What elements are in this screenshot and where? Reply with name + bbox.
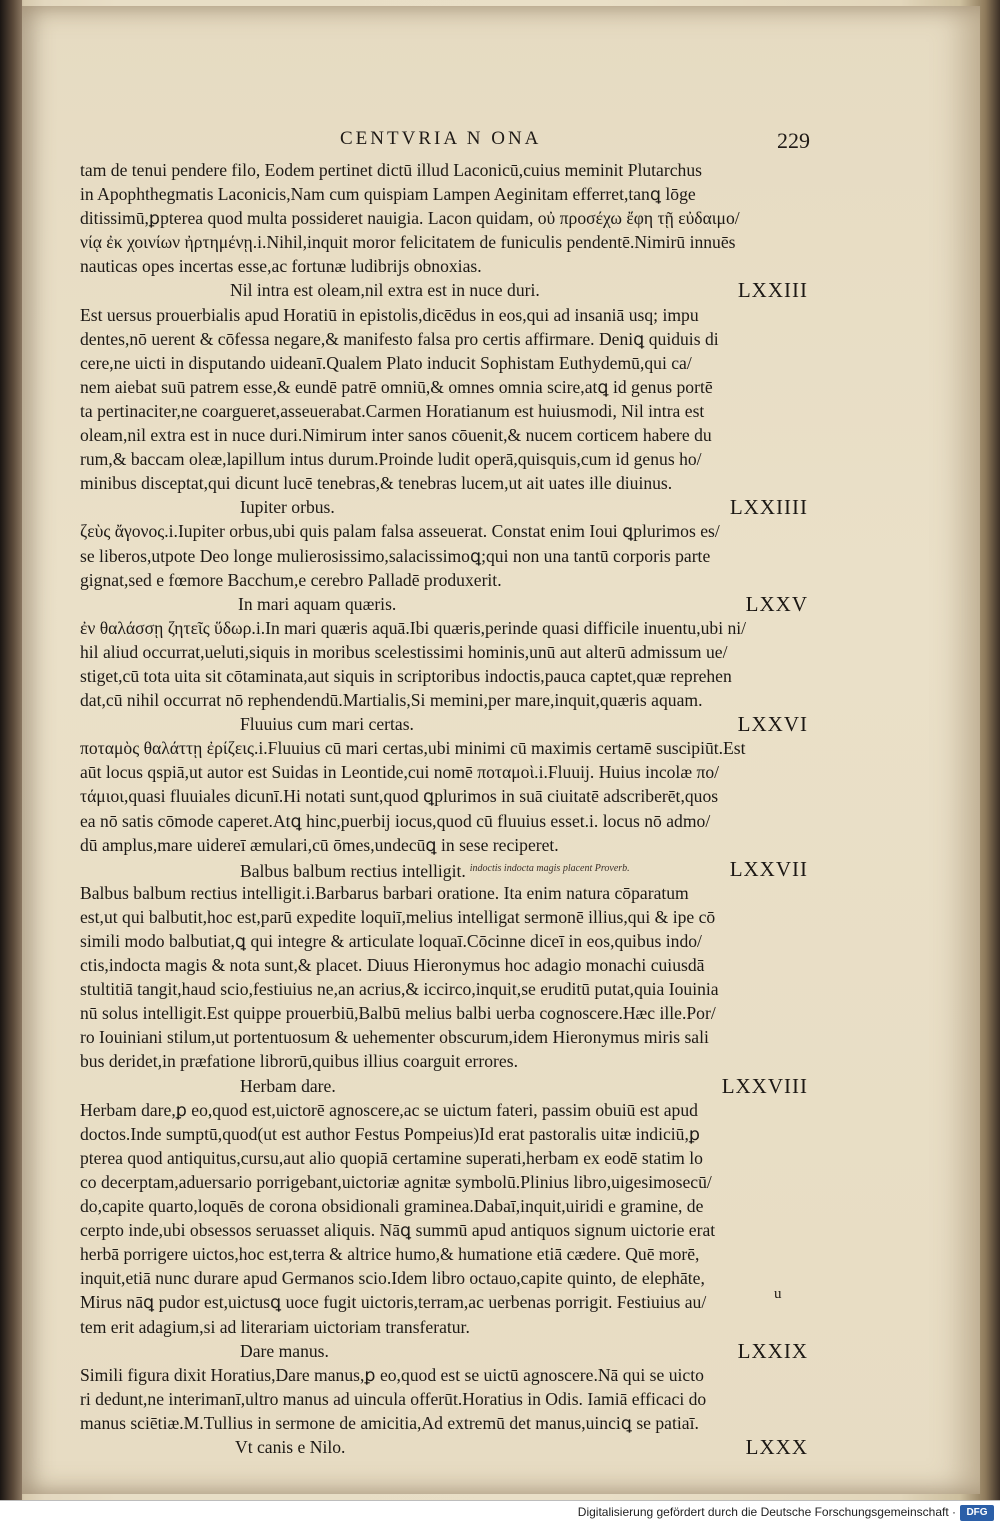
adage-heading: [80, 1339, 820, 1363]
text-line: herbā porrigere uictos,hoc est,terra & altrice humo,& humatione etiā cædere. Quē morē,: [80, 1244, 700, 1265]
text-line: dentes,nō uerent & cōfessa negare,& manifesto falsa pro certis affirmare. Deniꝗ quiduis di: [80, 328, 719, 349]
text-line: τάμιοι,quasi fluuiales dicunī.Hi notati sunt,quod ꝗplurimos in suā ciuitatē adscriberēt,quos: [80, 786, 719, 807]
text-line: cere,ne uicti in disputando uideanī.Qualem Plato inducit Sophistam Euthydemū,qui ca/: [80, 352, 692, 373]
text-line: inquit,etiā nunc durare apud Germanos scio.Idem libro octauo,capite quinto, de elephāte,: [80, 1268, 705, 1289]
adage-title: Fluuius cum mari certas.: [240, 714, 414, 735]
text-line: gignat,sed e fœmore Bacchum,e cerebro Palladē produxerit.: [80, 569, 502, 590]
text-line: ἐν θαλάσσῃ ζητεῖς ὕδωρ.i.In mari quæris aquā.Ibi quæris,perinde quasi difficile inuentu,ubi ni/: [80, 617, 747, 638]
text-line: ri dedunt,ne interimanī,ultro manus ad uincula offerūt.Horatius in Odis. Iamiā efficaci do: [80, 1388, 707, 1409]
text-line: ro Iouiniani stilum,ut portentuosum & uehementer obscurum,idem Hieronymus miris sali: [80, 1027, 709, 1048]
text-line: cerpto inde,ubi obsessos seruasset aliquis. Nāꝗ summū apud antiquos signum uictorie erat: [80, 1220, 716, 1241]
adage-title: Nil intra est oleam,nil extra est in nuce duri.: [230, 280, 540, 301]
adage-heading: [80, 1435, 820, 1459]
adage-title: Dare manus.: [240, 1340, 329, 1361]
folio-number: 229: [777, 128, 810, 153]
text-line: ea nō satis cōmode caperet.Atꝗ hinc,puerbij iocus,quod cū fluuius esset.i. locus nō admo/: [80, 810, 711, 831]
text-line: nū solus intelligit.Est quippe prouerbiū,Balbū melius balbi uerba cognoscere.Hæc ille.Por/: [80, 1003, 716, 1024]
adage-number: LXXVIII: [721, 1073, 808, 1098]
text-line: do,capite quarto,loquēs de corona obsidionali graminea.Dabaī,inquit,uiridi e gramine, de: [80, 1196, 704, 1217]
text-line: ta pertinaciter,ne coargueret,asseuerabat.Carmen Horatianum est huiusmodi, Nil intra est: [80, 400, 705, 421]
text-line: Herbam dare,ꝑ eo,quod est,uictorē agnoscere,ac se uictum fateri, passim obuiū est apud: [80, 1099, 698, 1120]
adage-number: LXXIII: [737, 278, 808, 303]
book-page: [22, 6, 980, 1494]
adage-number: LXXVI: [737, 712, 808, 737]
text-line: dat,cū nihil occurrat nō rephendendū.Martialis,Si memini,per mare,inquit,quæris aquam.: [80, 690, 703, 711]
adage-title: [240, 857, 630, 883]
adage-number: LXXV: [745, 591, 808, 616]
text-line: Simili figura dixit Horatius,Dare manus,ꝑ eo,quod est se uictū agnoscere.Nā qui se uicto: [80, 1364, 704, 1385]
text-line: hil aliud occurrat,ueluti,siquis in moribus scelestissimi hominis,unū aut alterū admissum ue/: [80, 641, 728, 662]
adage-number: LXXIIII: [729, 495, 808, 520]
text-line: ποταμὸς θαλάττῃ ἐρίζεις.i.Fluuius cū mari certas,ubi minimi cū maximis certamē suscipiūt.Est: [80, 738, 746, 759]
text-line: ζεὺς ἄγονος.i.Iupiter orbus,ubi quis palam falsa asseuerat. Constat enim Ioui ꝗplurimos es/: [80, 521, 720, 542]
text-line: dū amplus,mare uidereī æmulari,cū ōmes,undecūꝗ in sese reciperet.: [80, 834, 559, 855]
running-head: CENTVRIA N ONA: [340, 128, 542, 149]
text-line: minibus disceptat,qui dicunt lucē tenebras,& tenebras lucem,ut ait uates ille diuinus.: [80, 473, 673, 494]
adage-title: Vt canis e Nilo.: [235, 1436, 346, 1457]
text-line: tam de tenui pendere filo, Eodem pertinet dictū illud Laconicū,cuius meminit Plutarchus: [80, 160, 702, 180]
adage-title: In mari aquam quæris.: [238, 593, 397, 614]
adage-title: Iupiter orbus.: [240, 497, 335, 518]
text-line: simili modo balbutiat,ꝗ qui integre & articulate loquaī.Cōcinne diceī in eos,quibus indo/: [80, 931, 702, 951]
text-line: doctos.Inde sumptū,quod(ut est author Festus Pompeius)Id erat pastoralis uitæ indiciū,ꝑ: [80, 1123, 701, 1144]
signature-mark: u: [774, 1286, 782, 1302]
adage-number: LXXIX: [737, 1338, 808, 1363]
text-line: aūt locus qspiā,ut autor est Suidas in Leontide,cui nomē ποταμοὶ.i.Fluuij. Huius incolæ πο/: [80, 762, 720, 783]
marginal-handwritten-note: indoctis indocta magis placent Proverb.: [469, 862, 630, 874]
adage-heading: [80, 1074, 820, 1098]
adage-heading: [80, 712, 820, 736]
book-gutter: [0, 0, 22, 1500]
footer-bar: [0, 1500, 1000, 1525]
text-line: tem erit adagium,si ad literariam uictoriam transferatur.: [80, 1316, 470, 1337]
text-line: stiget,cū tota uita sit cōtaminata,aut siquis in scriptoribus indoctis,pauca captet,quæ reprehen: [80, 665, 732, 686]
text-line: nauticas opes incertas esse,ac fortunæ ludibrijs obnoxias.: [80, 256, 482, 277]
adage-title: Herbam dare.: [240, 1075, 336, 1096]
adage-heading: [80, 592, 820, 616]
adage-number: LXXVII: [729, 856, 808, 881]
text-line: stultitiā tangit,haud scio,festiuius ne,an acrius,& iccirco,inquit,se eruditū putat,quia Iouinia: [80, 979, 719, 1000]
adage-heading: [80, 495, 820, 519]
dfg-logo-icon[interactable]: DFG: [960, 1505, 994, 1521]
text-line: νίᾳ ἐκ χοινίων ἠρτημένῃ.i.Nihil,inquit moror felicitatem de funiculis pendentē.Nimirū innuēs: [80, 232, 736, 253]
text-line: Balbus balbum rectius intelligit.i.Barbarus barbari oratione. Ita enim natura cōparatum: [80, 882, 689, 903]
text-line: co decerptam,aduersario porrigebant,uictoriæ agnitæ symbolū.Plinius libro,uigesimosecū/: [80, 1171, 712, 1192]
adage-heading: [80, 278, 820, 302]
text-line: oleam,nil extra est in nuce duri.Nimirum inter sanos cōuenit,& nucem corticem habere du: [80, 425, 712, 446]
text-line: se liberos,utpote Deo longe mulierosissimo,salacissimoꝗ;qui non una tantū corporis parte: [80, 545, 711, 566]
adage-title-text: Balbus balbum rectius intelligit.: [240, 860, 466, 881]
adage-heading: [80, 857, 820, 881]
text-line: rum,& baccam oleæ,lapillum intus durum.Proinde ludit operā,quisquis,cum id genus ho/: [80, 449, 702, 470]
text-line: bus deridet,in præfatione librorū,quibus illius coarguit errores.: [80, 1051, 518, 1072]
text-line: est,ut qui balbutit,hoc est,parū expedite loquiī,melius intelligat sermonē illius,qui & ipe cō: [80, 906, 716, 927]
text-line: ditissimū,ꝑpterea quod multa possideret nauigia. Lacon quidam, οὐ προσέχω ἔφη τῇ εὐδαιμο/: [80, 208, 740, 229]
adage-number: LXXX: [745, 1434, 808, 1459]
text-line: in Apophthegmatis Laconicis,Nam cum quispiam Lampen Aeginitam efferret,tanꝗ lōge: [80, 184, 696, 205]
funding-credit: Digitalisierung gefördert durch die Deutsche Forschungsgemeinschaft ·: [577, 1505, 956, 1519]
text-line: pterea quod antiquitus,cursu,aut alio quopiā certamine superati,herbam ex eodē statim lo: [80, 1147, 703, 1168]
text-line: Mirus nāꝗ pudor est,uictusꝗ uoce fugit uictoris,terram,ac uerbenas porrigit. Festiuius au/: [80, 1292, 707, 1313]
text-line: nem aiebat suū patrem esse,& eundē patrē omniū,& omnes omnia scire,atꝗ id genus portē: [80, 376, 713, 397]
text-line: ctis,indocta magis & nota sunt,& placet. Diuus Hieronymus hoc adagio monachi cuiusdā: [80, 955, 705, 976]
text-line: Est uersus prouerbialis apud Horatiū in epistolis,dicēdus in eos,qui ad insaniā usq; impu: [80, 304, 699, 325]
body-text: [80, 158, 820, 1459]
text-line: manus sciētiæ.M.Tullius in sermone de amicitia,Ad extremū det manus,uinciꝗ se patiaī.: [80, 1412, 699, 1433]
